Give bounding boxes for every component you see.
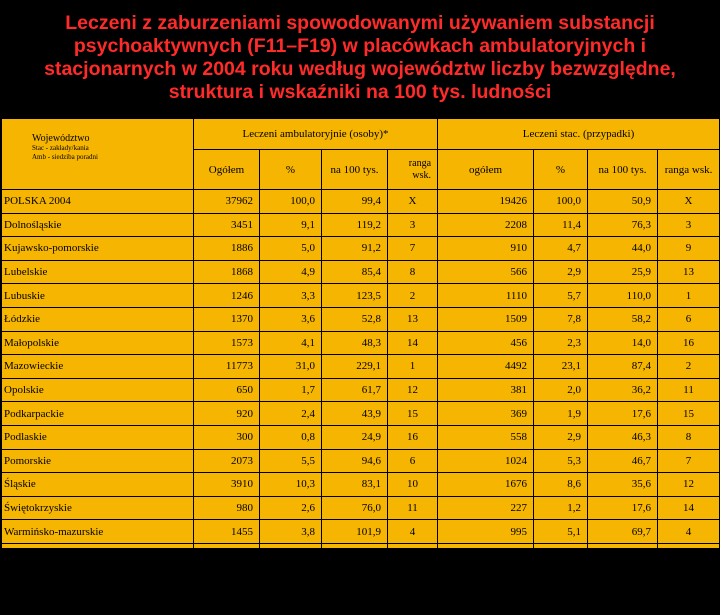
page-title: [0, 0, 720, 116]
amb-total-cell: 980: [194, 496, 260, 520]
amb-total-cell: 37962: [194, 190, 260, 214]
region-cell: Zachodniopomorskie: [2, 567, 194, 591]
stac-total-cell: 558: [438, 425, 534, 449]
table-row: [2, 237, 720, 261]
col-header-stac-pct: %: [534, 150, 588, 190]
region-cell: Lubelskie: [2, 260, 194, 284]
amb-rate-cell: 101,9: [322, 520, 388, 544]
stac-rank-cell: 7: [658, 449, 720, 473]
stac-rate-cell: 46,7: [588, 449, 658, 473]
amb-rate-cell: 52,8: [322, 307, 388, 331]
amb-rank-cell: 14: [388, 331, 438, 355]
amb-pct-cell: 4,1: [260, 331, 322, 355]
title-line-2: psychoaktywnych (F11–F19) w placówkach ambulatoryjnych i: [73, 35, 647, 57]
table-row: [2, 402, 720, 426]
stac-pct-cell: 7,8: [534, 307, 588, 331]
header-group-row: [2, 119, 720, 150]
amb-rank-cell: X: [388, 591, 438, 615]
amb-total-cell: 650: [194, 378, 260, 402]
amb-pct-cell: 9,1: [260, 213, 322, 237]
table-body: [2, 190, 720, 615]
amb-rank-cell: 9: [388, 543, 438, 567]
table-row: [2, 284, 720, 308]
col-header-stac-total: ogółem: [438, 150, 534, 190]
stac-rate-cell: 110,0: [588, 284, 658, 308]
amb-rate-cell: 85,4: [322, 260, 388, 284]
amb-total-cell: 1370: [194, 307, 260, 331]
stac-pct-cell: 2,3: [534, 331, 588, 355]
stac-total-cell: 4492: [438, 355, 534, 379]
amb-total-cell: 300: [194, 425, 260, 449]
amb-rate-cell: 123,5: [322, 284, 388, 308]
stac-pct-cell: 5,4: [534, 567, 588, 591]
stac-rate-cell: 17,6: [588, 402, 658, 426]
stac-rank-cell: 2: [658, 355, 720, 379]
stac-pct-cell: 5,3: [534, 449, 588, 473]
region-cell: Warmińsko-mazurskie: [2, 520, 194, 544]
stac-rank-cell: 8: [658, 425, 720, 449]
stac-total-cell: 995: [438, 520, 534, 544]
stac-rank-cell: x: [658, 591, 720, 615]
stac-rank-cell: 1: [658, 284, 720, 308]
amb-rank-cell: 10: [388, 473, 438, 497]
stac-rank-cell: 12: [658, 473, 720, 497]
table-row: [2, 496, 720, 520]
amb-rate-cell: x: [322, 591, 388, 615]
amb-rank-cell: 15: [388, 402, 438, 426]
amb-total-cell: 3451: [194, 213, 260, 237]
stac-rate-cell: 58,2: [588, 307, 658, 331]
amb-pct-cell: 5,0: [260, 237, 322, 261]
stac-rate-cell: 14,0: [588, 331, 658, 355]
col-header-stac-rank: ranga wsk.: [658, 150, 720, 190]
stac-total-cell: 2208: [438, 213, 534, 237]
stac-pct-cell: 8,6: [534, 473, 588, 497]
amb-rank-cell: 4: [388, 520, 438, 544]
stac-rank-cell: 14: [658, 496, 720, 520]
amb-pct-cell: 4,4: [260, 567, 322, 591]
stac-rank-cell: 6: [658, 307, 720, 331]
table-row: [2, 260, 720, 284]
table-row: [2, 449, 720, 473]
amb-total-cell: 1246: [194, 284, 260, 308]
stac-rate-cell: 87,4: [588, 355, 658, 379]
region-cell: Mazowieckie: [2, 355, 194, 379]
stac-pct-cell: 2,0: [534, 378, 588, 402]
amb-pct-cell: 2,4: [260, 402, 322, 426]
amb-pct-cell: 0,8: [260, 425, 322, 449]
stac-pct-cell: 23,1: [534, 355, 588, 379]
region-cell: Kujawsko-pomorskie: [2, 237, 194, 261]
stac-rate-cell: 76,3: [588, 213, 658, 237]
stac-total-cell: 19426: [438, 190, 534, 214]
amb-pct-cell: 3,6: [260, 307, 322, 331]
region-cell: Pomorskie: [2, 449, 194, 473]
amb-total-cell: 1886: [194, 237, 260, 261]
amb-rate-cell: 24,9: [322, 425, 388, 449]
amb-pct-cell: 1,7: [260, 378, 322, 402]
stac-rank-cell: 4: [658, 520, 720, 544]
stac-total-cell: 1110: [438, 284, 534, 308]
stac-rank-cell: 10: [658, 543, 720, 567]
amb-rank-cell: 5: [388, 567, 438, 591]
region-cell: Podkarpackie: [2, 402, 194, 426]
amb-total-cell: 3910: [194, 473, 260, 497]
amb-total-cell: 1455: [194, 520, 260, 544]
amb-total-cell: 1573: [194, 331, 260, 355]
amb-rate-cell: 94,6: [322, 449, 388, 473]
amb-pct-cell: 31,0: [260, 355, 322, 379]
title-line-3: stacjonarnych w 2004 roku według województw liczby bezwzględne,: [44, 58, 676, 80]
stac-pct-cell: 1,2: [534, 496, 588, 520]
stac-total-cell: 369: [438, 402, 534, 426]
col-header-amb-pct: %: [260, 150, 322, 190]
stac-rate-cell: 35,6: [588, 473, 658, 497]
stac-rate-cell: 46,3: [588, 425, 658, 449]
col-header-amb-rank: ranga wsk.: [388, 150, 438, 190]
table-row: [2, 567, 720, 591]
amb-pct-cell: 3,3: [260, 284, 322, 308]
header-note-line-1: Stac - zakłady/kania: [32, 144, 89, 152]
stac-rate-cell: 69,7: [588, 520, 658, 544]
stac-rank-cell: 5: [658, 567, 720, 591]
amb-total-cell: 920: [194, 402, 260, 426]
title-line-1: Leczeni z zaburzeniami spowodowanymi używaniem substancji: [65, 12, 655, 34]
amb-rate-cell: 61,7: [322, 378, 388, 402]
amb-rank-cell: 7: [388, 237, 438, 261]
table-row: [2, 473, 720, 497]
region-cell: POLSKA 2004: [2, 190, 194, 214]
header-note-line-2: Amb - siedziba poradni: [32, 153, 98, 161]
amb-pct-cell: 3,8: [260, 520, 322, 544]
stac-total-cell: 1024: [438, 449, 534, 473]
table-row: [2, 213, 720, 237]
table-row: [2, 331, 720, 355]
amb-pct-cell: x: [260, 591, 322, 615]
table-row: [2, 520, 720, 544]
stac-pct-cell: 2,9: [534, 260, 588, 284]
stac-rank-cell: 11: [658, 378, 720, 402]
amb-rank-cell: 3: [388, 213, 438, 237]
stac-total-cell: 650: [438, 591, 534, 615]
region-cell: Śląskie: [2, 473, 194, 497]
region-cell: Podlaskie: [2, 425, 194, 449]
stac-total-cell: 566: [438, 260, 534, 284]
stac-total-cell: 910: [438, 237, 534, 261]
table-row: [2, 591, 720, 615]
amb-rate-cell: 99,1: [322, 567, 388, 591]
region-cell: Małopolskie: [2, 331, 194, 355]
amb-rank-cell: 6: [388, 449, 438, 473]
stac-rate-cell: 36,2: [588, 378, 658, 402]
table-row: [2, 190, 720, 214]
region-cell: Łódzkie: [2, 307, 194, 331]
stac-rate-cell: 50,9: [588, 190, 658, 214]
table-row: [2, 425, 720, 449]
amb-pct-cell: 2,6: [260, 496, 322, 520]
stac-rank-cell: 16: [658, 331, 720, 355]
stac-rate-cell: 37,1: [588, 543, 658, 567]
amb-rank-cell: 2: [388, 284, 438, 308]
amb-rate-cell: 48,3: [322, 331, 388, 355]
stac-pct-cell: 11,4: [534, 213, 588, 237]
stac-rank-cell: 15: [658, 402, 720, 426]
title-line-4: struktura i wskaźniki na 100 tys. ludności: [168, 81, 552, 103]
table-row: [2, 355, 720, 379]
amb-rate-cell: 229,1: [322, 355, 388, 379]
stac-pct-cell: 5,7: [534, 284, 588, 308]
header-group-ambulatory: Leczeni ambulatoryjnie (osoby)*: [194, 119, 438, 150]
region-cell: Opolskie: [2, 378, 194, 402]
stac-rate-cell: 17,6: [588, 496, 658, 520]
region-header-label: Województwo: [32, 133, 90, 144]
region-cell: Wielkopolskie: [2, 543, 194, 567]
stac-total-cell: 227: [438, 496, 534, 520]
amb-total-cell: X: [194, 591, 260, 615]
amb-rank-cell: 13: [388, 307, 438, 331]
col-header-amb-total: Ogółem: [194, 150, 260, 190]
amb-pct-cell: 7,4: [260, 543, 322, 567]
stac-rank-cell: X: [658, 190, 720, 214]
stac-rate-cell: x: [588, 591, 658, 615]
amb-rate-cell: 76,0: [322, 496, 388, 520]
amb-pct-cell: 10,3: [260, 473, 322, 497]
region-cell: B.danych i zagranica: [2, 591, 194, 615]
region-header-cell: [2, 119, 194, 190]
stac-pct-cell: 1,9: [534, 402, 588, 426]
amb-pct-cell: 5,5: [260, 449, 322, 473]
stac-total-cell: 1246: [438, 543, 534, 567]
stac-rank-cell: 13: [658, 260, 720, 284]
data-table: [1, 118, 719, 609]
stac-pct-cell: 5,1: [534, 520, 588, 544]
amb-rate-cell: 119,2: [322, 213, 388, 237]
stac-rank-cell: 3: [658, 213, 720, 237]
amb-total-cell: 1868: [194, 260, 260, 284]
amb-total-cell: 2073: [194, 449, 260, 473]
amb-pct-cell: 100,0: [260, 190, 322, 214]
amb-rank-cell: 16: [388, 425, 438, 449]
statistics-table: [1, 118, 720, 615]
region-cell: Świętokrzyskie: [2, 496, 194, 520]
stac-total-cell: 456: [438, 331, 534, 355]
amb-rate-cell: 99,4: [322, 190, 388, 214]
amb-rank-cell: 8: [388, 260, 438, 284]
region-cell: Lubuskie: [2, 284, 194, 308]
amb-pct-cell: 4,9: [260, 260, 322, 284]
table-row: [2, 378, 720, 402]
region-cell: Dolnośląskie: [2, 213, 194, 237]
amb-rate-cell: 91,2: [322, 237, 388, 261]
stac-total-cell: 1049: [438, 567, 534, 591]
stac-pct-cell: 6,4: [534, 543, 588, 567]
amb-rate-cell: 83,1: [322, 473, 388, 497]
stac-rate-cell: 61,9: [588, 567, 658, 591]
amb-rank-cell: X: [388, 190, 438, 214]
table-row: [2, 307, 720, 331]
amb-rank-cell: 11: [388, 496, 438, 520]
amb-rate-cell: 84,1: [322, 543, 388, 567]
col-header-amb-rate: na 100 tys.: [322, 150, 388, 190]
stac-pct-cell: 3,3: [534, 591, 588, 615]
stac-total-cell: 1509: [438, 307, 534, 331]
table-row: [2, 543, 720, 567]
stac-rate-cell: 44,0: [588, 237, 658, 261]
stac-rate-cell: 25,9: [588, 260, 658, 284]
stac-rank-cell: 9: [658, 237, 720, 261]
amb-rate-cell: 43,9: [322, 402, 388, 426]
col-header-stac-rate: na 100 tys.: [588, 150, 658, 190]
amb-total-cell: 11773: [194, 355, 260, 379]
stac-total-cell: 381: [438, 378, 534, 402]
amb-rank-cell: 1: [388, 355, 438, 379]
stac-pct-cell: 100,0: [534, 190, 588, 214]
amb-total-cell: 1680: [194, 567, 260, 591]
header-group-inpatient: Leczeni stac. (przypadki): [438, 119, 720, 150]
stac-total-cell: 1676: [438, 473, 534, 497]
amb-rank-cell: 12: [388, 378, 438, 402]
stac-pct-cell: 4,7: [534, 237, 588, 261]
amb-total-cell: 2827: [194, 543, 260, 567]
stac-pct-cell: 2,9: [534, 425, 588, 449]
